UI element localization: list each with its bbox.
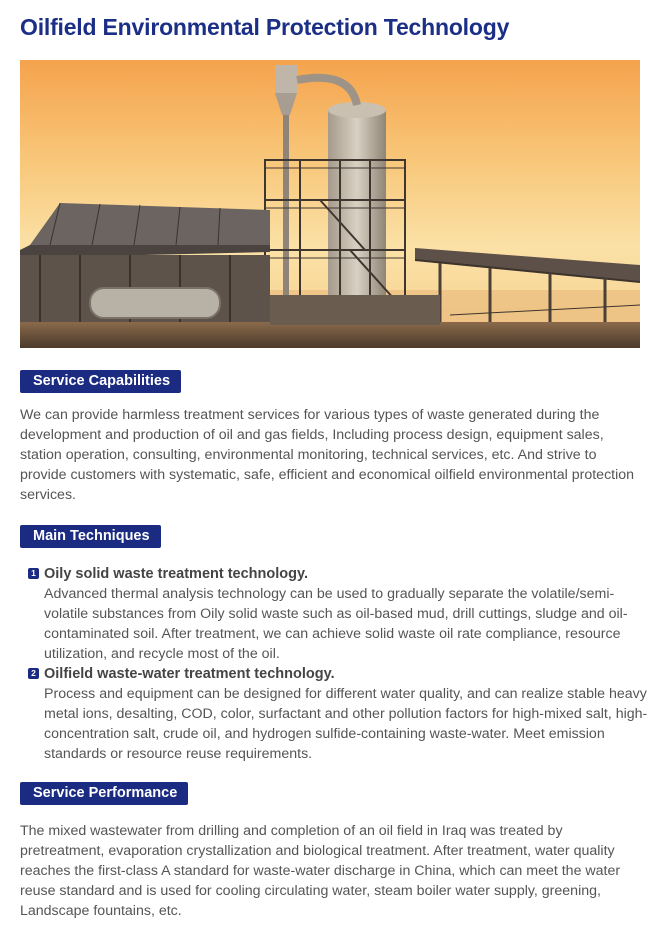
number-badge: 1	[28, 568, 39, 579]
capabilities-text: We can provide harmless treatment services for various types of waste generated during the development and production of oil and gas fields, Including process design, equipment sales, station operation, consulting, environmental monitoring, technical services, etc. And strive to provide customers with systematic, safe, efficient and economical oilfield environmental protection services.	[20, 407, 635, 503]
page-title: Oilfield Environmental Protection Technology	[20, 14, 510, 40]
technique-title: Oilfield waste-water treatment technology.	[44, 666, 335, 682]
technique-text: Advanced thermal analysis technology can be used to gradually separate the volatile/semi-volatile substances from Oily solid waste such as oil-based mud, drill cuttings, sludge and oil-contaminated soil. After treatment, we can achieve solid waste oil rate compliance, resource utilization, and recycle most of the oil.	[44, 586, 628, 662]
industrial-plant-photo	[20, 60, 640, 348]
number-badge: 2	[28, 668, 39, 679]
technique-title: Oily solid waste treatment technology.	[44, 566, 309, 582]
section-heading-capabilities: Service Capabilities	[20, 370, 181, 393]
performance-text: The mixed wastewater from drilling and completion of an oil field in Iraq was treated by pretreatment, evaporation crystallization and biological treatment. After treatment, water quality reaches the first-class A standard for waste-water discharge in China, which can meet the water reuse standard and is used for cooling circulating water, steam boiler water supply, greening, Landscape fountains, etc.	[20, 823, 621, 919]
section-heading-techniques: Main Techniques	[20, 525, 161, 548]
section-heading-performance: Service Performance	[20, 782, 188, 805]
technique-text: Process and equipment can be designed for different water quality, and can realize stable heavy metal ions, desalting, COD, color, surfactant and other pollution factors for high-mixed salt, high-concentration salt, crude oil, and hydrogen sulfide-containing waste-water. Meet emission standards or resource reuse requirements.	[44, 686, 648, 762]
hero-image	[20, 60, 640, 348]
